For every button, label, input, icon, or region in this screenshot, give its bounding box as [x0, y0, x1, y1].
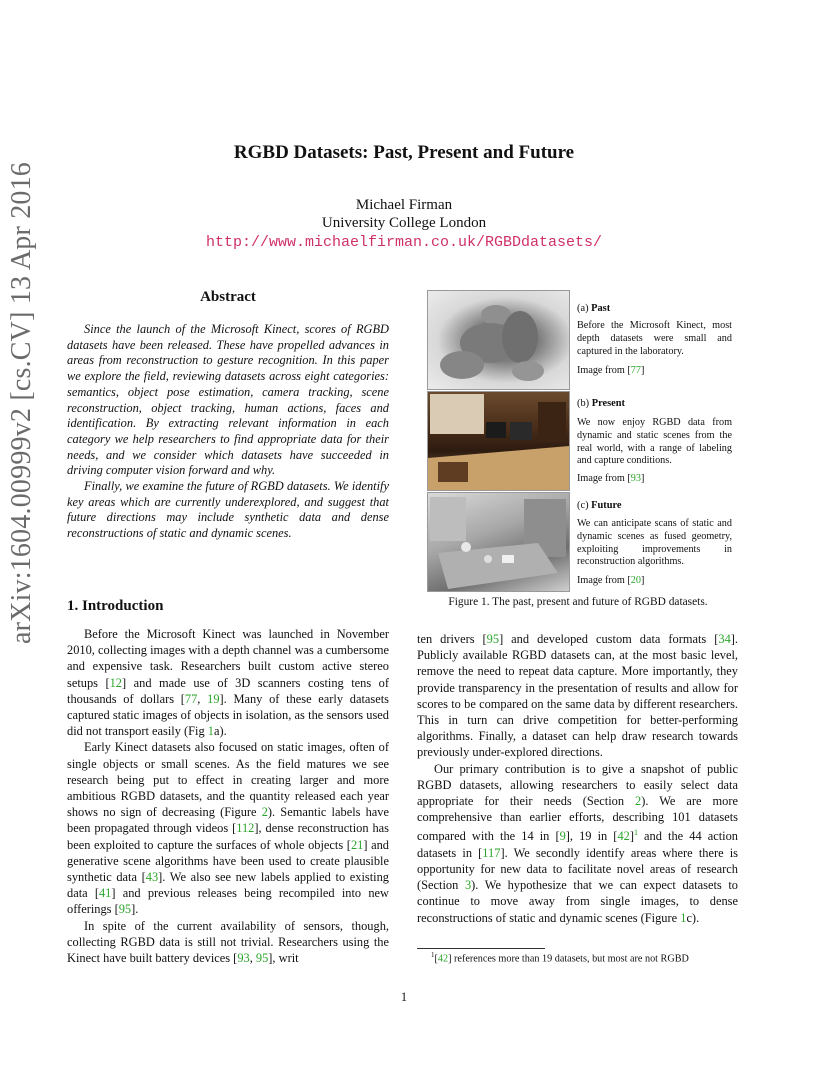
figure-caption: Figure 1. The past, present and future of RGBD datasets.	[448, 596, 708, 608]
text-run: ). Semantic labels have been propagated through videos [	[67, 805, 389, 836]
text-run: ). We are more comprehensive than earlier efforts, describing 101 datasets compared with the 14 in [	[417, 794, 738, 844]
page-number: 1	[400, 990, 408, 1004]
citation-link[interactable]: 41	[98, 886, 112, 901]
credit-prefix: Image from [	[577, 473, 631, 484]
citation-link[interactable]: 77	[184, 691, 198, 706]
text-run: a).	[213, 724, 227, 739]
figure-ref-link[interactable]: 1	[680, 910, 687, 925]
citation-link[interactable]: 77	[630, 365, 641, 376]
future-reconstruction-illustration	[428, 493, 569, 591]
label-prefix: (c)	[577, 500, 592, 511]
citation-link[interactable]: 93	[237, 951, 250, 966]
text-run: ], writ	[268, 951, 299, 966]
intro-paragraph-2	[67, 739, 389, 917]
text-run: ], 19 in [	[565, 829, 618, 844]
text-run: Before the Microsoft Kinect was launched in November 2010, collecting images with a depth channel was a cumbersome and expensive task. Researchers built custom active stereo setups [	[67, 627, 389, 690]
abstract-body	[67, 322, 389, 542]
left-column-body	[67, 626, 389, 966]
text-run: ]. We secondly identify areas where there is opportunity for new data to facilitate novel areas of research (Section	[417, 845, 739, 893]
footnote-marker[interactable]: 1	[633, 828, 638, 838]
abstract-heading: Abstract	[200, 289, 256, 305]
introduction-heading: 1. Introduction	[67, 598, 164, 614]
figure-desc-present: We now enjoy RGBD data from dynamic and static scenes from the real world, with a range of labeling and capture conditions.	[577, 417, 732, 467]
author-name: Michael Firman	[355, 197, 453, 213]
intro-paragraph-4	[417, 761, 738, 926]
citation-link[interactable]: 21	[350, 837, 364, 852]
present-office-illustration	[428, 392, 569, 490]
intro-paragraph-3	[67, 918, 389, 967]
text-run: In spite of the current availability of sensors, though, collecting RGBD data is still not trivial. Researchers using the Kinect have built battery devices [	[67, 918, 389, 966]
footnote-number: 1	[431, 951, 435, 959]
text-run: ] and previous releases being recompiled into new offerings [	[67, 886, 389, 917]
section-ref-link[interactable]: 3	[464, 878, 472, 893]
text-run: Early Kinect datasets also focused on static images, often of single objects or small scenes. As the field matures we see research being put to effect in creating larger and more ambitious RGBD datasets, and the quantity released each year shows no sign of decreasing (Figure	[67, 740, 389, 820]
label-text: Past	[591, 303, 611, 314]
intro-paragraph-3-continued	[417, 631, 738, 761]
citation-link[interactable]: 20	[630, 575, 641, 586]
label-text: Future	[591, 500, 622, 511]
citation-link[interactable]: 12	[109, 675, 122, 690]
author-affiliation: University College London	[321, 215, 487, 231]
figure-ref-link[interactable]: 1	[207, 724, 214, 739]
text-run: ] and generative scene algorithms have been used to create plausible synthetic data [	[67, 837, 389, 885]
footnote-divider	[417, 948, 545, 949]
text-run: ] and made use of 3D scanners costing tens of thousands of dollars [	[67, 675, 389, 706]
figure-desc-future: We can anticipate scans of static and dynamic scenes as fused geometry, exploiting improvements in reconstruction algorithms.	[577, 518, 732, 568]
text-run: ]	[629, 829, 634, 844]
section-ref-link[interactable]: 2	[635, 794, 642, 809]
figure-label-future	[577, 500, 622, 511]
citation-link[interactable]: 112	[236, 821, 255, 836]
credit-suffix: ]	[640, 473, 645, 484]
text-run: ], dense reconstruction has been exploited to capture the surfaces of whole objects [	[67, 821, 389, 852]
credit-suffix: ]	[640, 365, 645, 376]
figure-image-future	[427, 492, 570, 592]
text-run: ,	[249, 951, 256, 966]
past-scan-illustration	[428, 291, 569, 389]
text-run: ]. Many of these early datasets captured static images of objects in isolation, as the sensors used did not transport easily (Fig	[67, 691, 390, 739]
figure-credit-past	[577, 365, 644, 376]
text-run: ].	[131, 902, 139, 917]
author-url-link[interactable]: http://www.michaelfirman.co.uk/RGBDdatasets/	[205, 234, 603, 251]
citation-link[interactable]: 95	[486, 632, 500, 646]
right-column-body	[417, 631, 738, 926]
citation-link[interactable]: 95	[255, 951, 269, 966]
footnote: $^1$[42] references more than 19 datasets, but most are not RGBD	[431, 951, 689, 965]
citation-link[interactable]: 34	[718, 632, 731, 646]
text-run: ). We hypothesize that we can expect datasets to continue to move away from single images, to dense reconstructions of static and dynamic scenes (Figure	[417, 878, 738, 925]
figure-credit-present	[577, 473, 644, 484]
label-prefix: (b)	[577, 398, 592, 409]
text-run: ten drivers [	[417, 632, 487, 646]
text-run: and the 44 action datasets in [	[417, 829, 738, 860]
credit-suffix: ]	[640, 575, 645, 586]
text-run: c).	[686, 910, 700, 925]
citation-link[interactable]: 42	[617, 829, 630, 844]
arxiv-identifier-stamp: arXiv:1604.00999v2 [cs.CV] 13 Apr 2016	[6, 161, 37, 644]
citation-link[interactable]: 93	[630, 473, 641, 484]
citation-link[interactable]: 117	[482, 845, 501, 860]
figure-desc-past: Before the Microsoft Kinect, most depth datasets were small and captured in the laboratory.	[577, 320, 732, 357]
label-prefix: (a)	[577, 303, 592, 314]
figure-image-past	[427, 290, 570, 390]
credit-prefix: Image from [	[577, 575, 631, 586]
citation-link[interactable]: 95	[118, 902, 132, 917]
figure-ref-link[interactable]: 2	[261, 805, 268, 820]
figure-label-present	[577, 398, 625, 409]
citation-link[interactable]: 9	[559, 829, 566, 844]
figure-image-present	[427, 391, 570, 491]
figure-credit-future	[577, 575, 644, 586]
credit-prefix: Image from [	[577, 365, 631, 376]
citation-link[interactable]: 42	[437, 953, 449, 965]
label-text: Present	[591, 398, 625, 409]
text-run: ]. We also see new labels applied to existing data [	[67, 870, 389, 901]
text-run: ]. Publicly available RGBD datasets can, at the most basic level, remove the need to repeat data capture. More importantly, they provide transparency in the presentation of results and allow for scores to be compared on the same data by different researchers. This in turn can drive competition for better-performing algorithms. Finally, a dataset can help draw research towards previously under-explored directions.	[417, 632, 738, 760]
footnote-text: ] references more than 19 datasets, but most are not RGBD	[448, 953, 689, 965]
abstract-paragraph-1: Since the launch of the Microsoft Kinect, scores of RGBD datasets have been released. These have propelled advances in areas from reconstruction to gesture recognition. In this paper we explore the field, reviewing datasets across eight categories: semantics, object pose estimation, camera tracking, scene reconstruction, object tracking, human actions, faces and identification. By extracting relevant information in each category we help researchers to find appropriate data for their needs, and we consider which datasets have succeeded in driving computer vision forward and why.	[67, 322, 389, 478]
text-run: ,	[197, 691, 208, 706]
citation-link[interactable]: 43	[145, 870, 159, 885]
citation-link[interactable]: 19	[207, 691, 220, 706]
text-run: ] and developed custom data formats [	[499, 632, 719, 646]
text-run: Our primary contribution is to give a snapshot of public RGBD datasets, allowing researchers to easily select data appropriate for their needs (Section	[417, 761, 738, 809]
figure-label-past	[577, 303, 610, 314]
intro-paragraph-1	[67, 626, 389, 739]
paper-title: RGBD Datasets: Past, Present and Future	[233, 142, 575, 163]
abstract-paragraph-2: Finally, we examine the future of RGBD datasets. We identify key areas which are currently underexplored, and suggest that future directions may include synthetic data and dense reconstructions of static and dynamic scenes.	[67, 479, 389, 541]
